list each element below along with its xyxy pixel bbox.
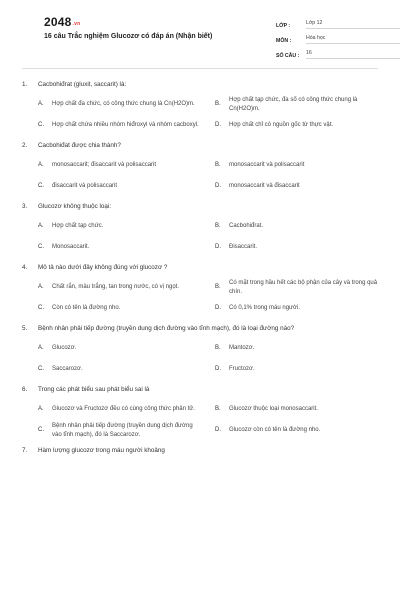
header-divider <box>22 68 378 69</box>
question-text: Cacbohiđrat (gluxit, saccarit) là: <box>38 81 127 88</box>
answer-option[interactable] <box>38 94 205 115</box>
question-7 <box>22 446 382 460</box>
logo-text: 2048 <box>44 15 72 29</box>
option-text: Cacbohiđrat. <box>229 223 264 230</box>
option-text: Mantozơ. <box>229 345 255 352</box>
option-text: Đisaccarit. <box>229 244 258 251</box>
question-text: Mô tả nào dưới đây không đúng với glucozơ ? <box>38 264 168 271</box>
option-key: A. <box>38 223 44 230</box>
option-text: đisaccarit và polisaccarit <box>52 183 118 190</box>
option-grid <box>22 155 382 197</box>
page-title: 16 câu Trắc nghiệm Glucozơ có đáp án (Nhận biết) <box>44 33 213 40</box>
option-key: B. <box>215 345 221 352</box>
option-key: C. <box>38 305 44 312</box>
question-6 <box>22 385 382 441</box>
meta-value: Hóa học <box>306 35 400 44</box>
question-stem <box>22 202 382 216</box>
option-key: C. <box>38 183 44 190</box>
option-key: A. <box>38 406 44 413</box>
option-key: C. <box>38 244 44 251</box>
option-key: A. <box>38 162 44 169</box>
option-text: Có 0,1% trong máu người. <box>229 305 300 312</box>
option-text: Chất rắn, màu trắng, tan trong nước, có vị ngọt. <box>52 284 180 291</box>
option-text: Saccarozơ. <box>52 366 83 373</box>
question-number: 6. <box>22 386 28 393</box>
option-key: B. <box>215 162 221 169</box>
option-text: Glucozơ. <box>52 345 77 352</box>
answer-option[interactable] <box>38 277 205 298</box>
meta-info <box>276 16 400 61</box>
meta-value: Lớp 12 <box>306 20 400 29</box>
option-key: D. <box>215 122 221 129</box>
answer-option[interactable] <box>38 155 205 176</box>
question-stem <box>22 141 382 155</box>
option-grid <box>22 399 382 441</box>
answer-option[interactable] <box>38 399 205 420</box>
option-key: C. <box>38 122 44 129</box>
answer-option[interactable] <box>215 359 382 380</box>
option-text: Hợp chất tạp chức, đa số có công thức chung là Cn(H2O)m. <box>229 97 358 112</box>
option-key: B. <box>215 284 221 291</box>
option-key: A. <box>38 284 44 291</box>
answer-option[interactable] <box>215 338 382 359</box>
option-grid <box>22 94 382 136</box>
question-number: 5. <box>22 325 28 332</box>
question-number: 2. <box>22 142 28 149</box>
question-stem <box>22 324 382 338</box>
option-key: D. <box>215 366 221 373</box>
question-list <box>22 80 382 465</box>
option-text: Fructozơ. <box>229 366 255 373</box>
answer-option[interactable] <box>215 94 382 115</box>
option-text: monosaccarit và đisaccarit <box>229 183 300 190</box>
answer-option[interactable] <box>215 277 382 298</box>
meta-label: LỚP : <box>276 23 291 29</box>
option-text: Glucozơ thuộc loại monosaccarit. <box>229 406 318 413</box>
question-text: Hàm lượng glucozơ trong máu người khoảng <box>38 447 165 454</box>
meta-row-subject <box>276 31 400 44</box>
option-text: Hợp chất chứa nhiều nhóm hiđroxyl và nhóm cacboxyl. <box>52 122 199 129</box>
option-text: Glucozơ còn có tên là đường nho. <box>229 427 321 434</box>
question-number: 7. <box>22 447 28 454</box>
option-key: B. <box>215 223 221 230</box>
answer-option[interactable] <box>38 176 205 197</box>
question-number: 1. <box>22 81 28 88</box>
question-5 <box>22 324 382 380</box>
option-text: Có mặt trong hầu hết các bộ phận của cây và trong quả chín. <box>229 280 378 295</box>
option-text: Hợp chất tạp chức. <box>52 223 104 230</box>
page-header <box>22 0 378 70</box>
option-key: A. <box>38 101 44 108</box>
logo-suffix: .vn <box>72 21 81 27</box>
option-text: Còn có tên là đường nho. <box>52 305 121 312</box>
option-text: Monosaccarit. <box>52 244 90 251</box>
question-1 <box>22 80 382 136</box>
meta-row-class <box>276 16 400 29</box>
option-grid <box>22 277 382 319</box>
answer-option[interactable] <box>38 338 205 359</box>
meta-label: SỐ CÂU : <box>276 53 300 59</box>
option-text: Hợp chất đa chức, có công thức chung là Cn(H2O)m. <box>52 101 195 108</box>
answer-option[interactable] <box>215 216 382 237</box>
question-stem <box>22 446 382 460</box>
option-text: monosaccarit; đisaccarit và polisaccarit <box>52 162 157 169</box>
answer-option[interactable] <box>38 420 205 441</box>
question-stem <box>22 385 382 399</box>
option-key: D. <box>215 244 221 251</box>
option-text: Glucozơ và Fructozơ đều có cùng công thức phân tử. <box>52 406 195 413</box>
option-text: Hợp chất chỉ có nguồn gốc từ thực vật. <box>229 122 334 129</box>
question-number: 3. <box>22 203 28 210</box>
option-key: B. <box>215 101 221 108</box>
answer-option[interactable] <box>215 176 382 197</box>
answer-option[interactable] <box>215 155 382 176</box>
question-text: Glucozơ không thuộc loại: <box>38 203 112 210</box>
question-text: Bệnh nhân phải tiếp đường (truyền dung dịch đường vào tĩnh mạch), đó là loại đường nào? <box>38 325 295 332</box>
answer-option[interactable] <box>38 216 205 237</box>
answer-option[interactable] <box>215 420 382 441</box>
question-4 <box>22 263 382 319</box>
site-logo[interactable] <box>44 15 80 29</box>
option-key: D. <box>215 183 221 190</box>
question-stem <box>22 80 382 94</box>
meta-value: 16 <box>306 50 400 59</box>
option-grid <box>22 338 382 380</box>
option-grid <box>22 216 382 258</box>
answer-option[interactable] <box>215 399 382 420</box>
question-text: Trong các phát biểu sau phát biểu sai là <box>38 386 150 393</box>
answer-option[interactable] <box>38 115 205 136</box>
question-3 <box>22 202 382 258</box>
option-key: B. <box>215 406 221 413</box>
option-text: Bệnh nhân phải tiếp đường (truyền dung dịch đường vào tĩnh mạch), đó là Saccarozơ. <box>52 423 193 438</box>
option-key: D. <box>215 427 221 434</box>
meta-label: MÔN : <box>276 38 292 44</box>
option-text: monosaccarit và polisaccarit <box>229 162 305 169</box>
question-stem <box>22 263 382 277</box>
answer-option[interactable] <box>38 298 205 319</box>
question-text: Cacbohiđat được chia thành? <box>38 142 121 149</box>
option-key: D. <box>215 305 221 312</box>
question-number: 4. <box>22 264 28 271</box>
option-key: A. <box>38 345 44 352</box>
meta-row-count <box>276 46 400 59</box>
answer-option[interactable] <box>38 359 205 380</box>
answer-option[interactable] <box>215 298 382 319</box>
answer-option[interactable] <box>215 115 382 136</box>
answer-option[interactable] <box>38 237 205 258</box>
answer-option[interactable] <box>215 237 382 258</box>
question-2 <box>22 141 382 197</box>
option-key: C. <box>38 427 44 434</box>
option-key: C. <box>38 366 44 373</box>
